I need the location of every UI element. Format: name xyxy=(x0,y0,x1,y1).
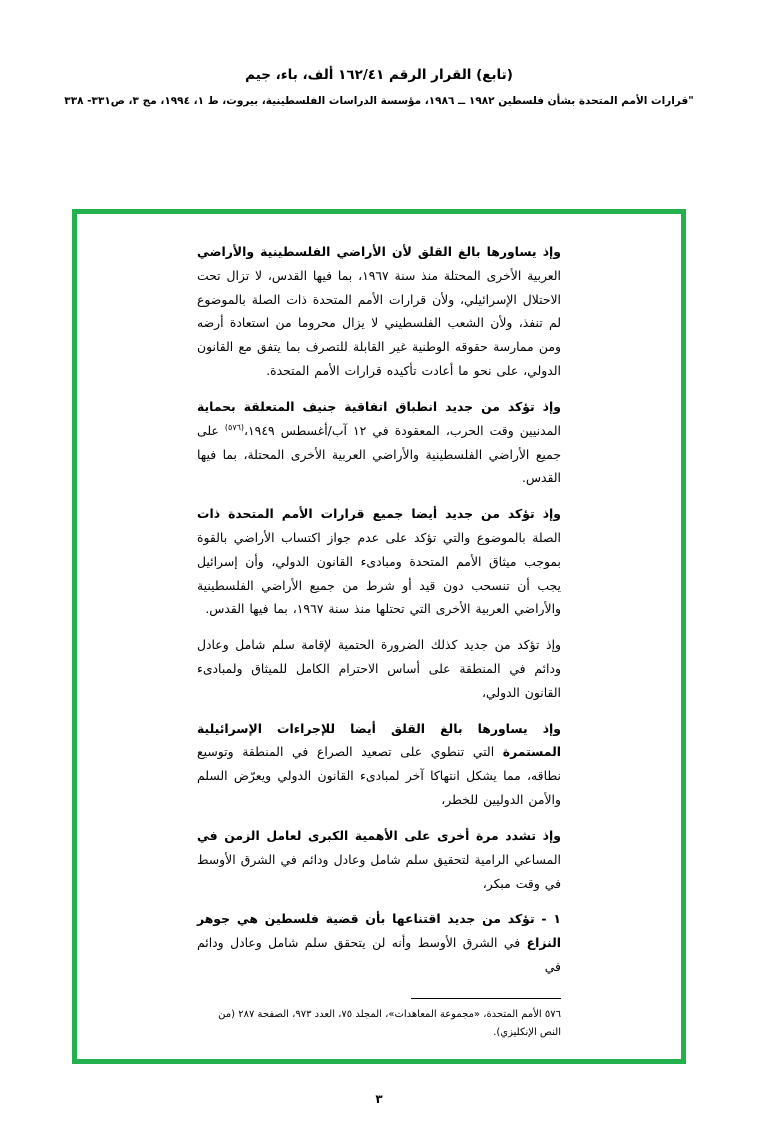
paragraph-5-body: التي تنطوي على تصعيد الصراع في المنطقة وتوسيع نطاقه، مما يشكل انتهاكا آخر لمبادىء القانون الدولي ويعرّض السلم والأمن الدوليين للخطر، xyxy=(197,744,561,808)
page-number: ٣ xyxy=(375,1092,383,1106)
paragraph-3-body: الصلة بالموضوع والتي تؤكد على عدم جواز اكتساب الأراضي بالقوة بموجب ميثاق الأمم المتحدة ومبادىء القانون الدولي، وأن إسرائيل يجب أن تنسحب دون قيد أو شرط من جميع الأراضي الفلسطينية والأراضي العربية الأخرى التي تحتلها منذ سنة ١٩٦٧، بما فيها القدس. xyxy=(197,529,561,617)
footnote-marker-576: (٥٧٦) xyxy=(224,422,245,432)
footnote-text: ٥٧٦ الأمم المتحدة، «مجموعة المعاهدات»، المجلد ٧٥، العدد ٩٧٣، الصفحة ٢٨٧ (من النص الإنكليزي). xyxy=(218,1009,561,1038)
footnote-area xyxy=(197,998,561,1041)
paragraph-1-body: العربية الأخرى المحتلة منذ سنة ١٩٦٧، بما فيها القدس، لا تزال تحت الاحتلال الإسرائيلي، ولأن قرارات الأمم المتحدة ذات الصلة بالموضوع لم تنفذ، ولأن الشعب الفلسطيني لا يزال محروما من استعادة أرضه ومن ممارسة حقوقه الوطنية غير القابلة للتصرف بما يتفق مع القانون الدولي، على نحو ما أعادت تأكيده قرارات الأمم المتحدة. xyxy=(197,267,561,379)
paragraph-2-lead: وإذ تؤكد من جديد انطباق اتفاقية جنيف المتعلقة بحماية xyxy=(197,398,561,414)
paragraph-3-lead: وإذ تؤكد من جديد أيضا جميع قرارات الأمم المتحدة ذات xyxy=(197,506,561,522)
paragraph-7-lead: ١ - تؤكد من جديد اقتناعها بأن قضية فلسطين هي جوهر النزاع xyxy=(197,911,561,951)
paragraph-2-body: المدنيين وقت الحرب، المعقودة في ١٢ آب/أغسطس ١٩٤٩، xyxy=(244,422,561,438)
paragraph-4-body: وإذ تؤكد من جديد كذلك الضرورة الحتمية لإقامة سلم شامل وعادل ودائم في المنطقة على أساس الاحترام الكامل للميثاق ولمبادىء القانون الدولي، xyxy=(197,637,561,700)
document-header xyxy=(0,66,758,110)
paragraph-3 xyxy=(197,502,561,621)
page-title: (تابع) القرار الرقم ١٦٢/٤١ ألف، باء، جيم xyxy=(245,67,513,83)
footnote-divider xyxy=(411,998,561,999)
paragraph-6-lead: وإذ تشدد مرة أخرى على الأهمية الكبرى لعامل الزمن في xyxy=(197,827,561,843)
paragraph-7 xyxy=(197,907,561,978)
paragraph-7-body: في الشرق الأوسط وأنه لن يتحقق سلم شامل وعادل ودائم في xyxy=(197,935,561,974)
paragraph-1-lead: وإذ يساورها بالغ القلق لأن الأراضي الفلسطينية والأراضي xyxy=(197,244,561,259)
source-citation: "قرارات الأمم المتحدة بشأن فلسطين ١٩٨٢ ــ ١٩٨٦، مؤسسة الدراسات الفلسطينية، بيروت، ط ١، ١٩٩٤، مج ٣، ص٣٣١- ٣٣٨ xyxy=(64,94,694,107)
paragraph-4 xyxy=(197,633,561,704)
green-border-frame xyxy=(72,209,686,1064)
document-body xyxy=(77,214,681,1059)
paragraph-2 xyxy=(197,395,561,490)
paragraph-1 xyxy=(197,240,561,383)
document-page xyxy=(0,66,758,1144)
paragraph-2-body-continued: على جميع الأراضي الفلسطينية والأراضي العربية الأخرى المحتلة، بما فيها القدس. xyxy=(197,422,561,486)
paragraph-6-body: المساعي الرامية لتحقيق سلم شامل وعادل ودائم في الشرق الأوسط في وقت مبكر، xyxy=(197,851,561,891)
paragraph-6 xyxy=(197,824,561,895)
paragraph-5-lead: وإذ يساورها بالغ القلق أيضا للإجراءات الإسرائيلية المستمرة xyxy=(197,720,561,760)
paragraph-5 xyxy=(197,717,561,812)
